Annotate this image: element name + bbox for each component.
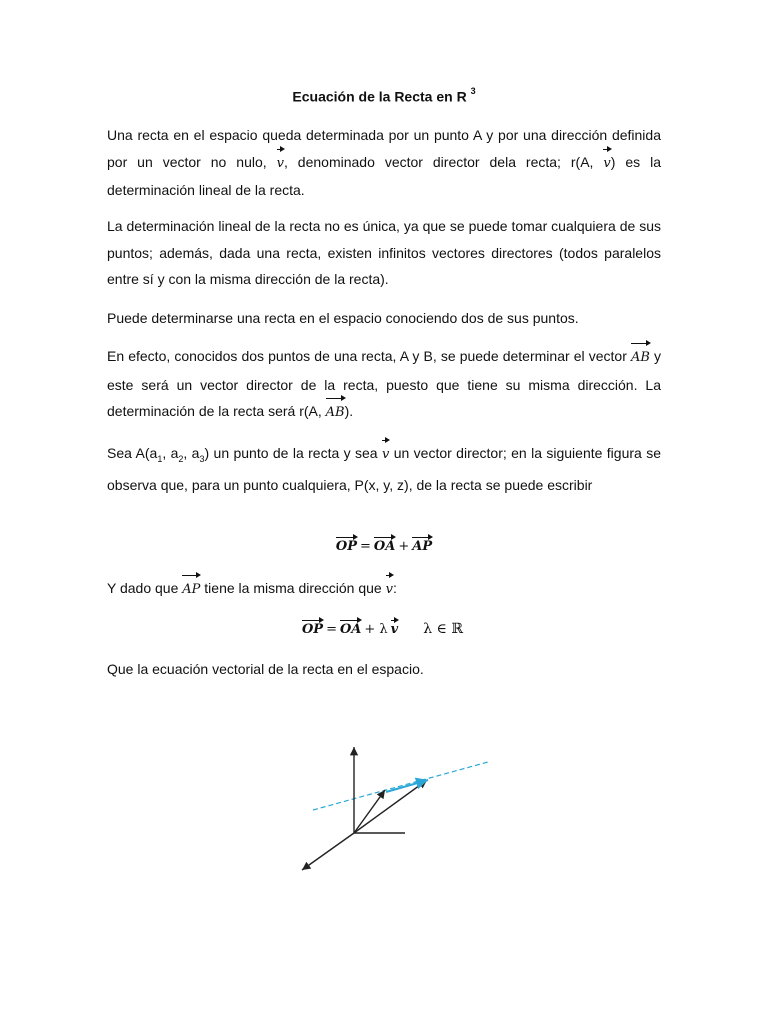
equals-sign: = (326, 622, 337, 637)
vector-v: v (386, 577, 393, 604)
title-text: Ecuación de la Recta en R (292, 88, 467, 105)
p6-text-a: Y dado que (107, 580, 183, 596)
plus-sign: + (398, 539, 410, 554)
vector-ap: AP (182, 577, 200, 604)
p5-text-e: un vector director; en la siguiente figura se observa que, para un punto cualquiera, P(x, y, z), de la recta se puede escribir (107, 445, 661, 494)
vector-v: v (277, 151, 284, 178)
p1-text-c: ) es la determinación lineal de la recta. (107, 153, 662, 198)
paragraph-3: Puede determinarse una recta en el espacio conociendo dos de sus puntos. (107, 310, 579, 326)
vector-ap: AP (412, 539, 433, 554)
vector-op: OP (301, 622, 324, 637)
p5-text-c: , a (183, 445, 200, 461)
vector-ab: AB (326, 400, 345, 427)
p1-text-a: Una recta en el espacio queda determinada por un punto A y por una dirección definida por un vector no nulo, (107, 127, 661, 170)
plus-lambda: + λ (364, 622, 388, 637)
p6-text-c: : (392, 580, 397, 596)
p4-text-b: y este será un vector director de la recta, puesto que tiene su misma dirección. La determinación de la recta será r(A, (107, 348, 662, 419)
p5-text-d: ) un punto de la recta y sea (204, 445, 382, 461)
p5-text-a: Sea A(a (107, 445, 158, 461)
lambda-condition: λ ∈ ℝ (423, 621, 464, 637)
vector-v-bold: v (390, 622, 399, 637)
line-r (313, 762, 488, 810)
p5-text-b: , a (162, 445, 179, 461)
paragraph-7: Que la ecuación vectorial de la recta en el espacio. (107, 661, 424, 677)
p6-text-b: tiene la misma dirección que (200, 580, 386, 596)
subscript-2: 2 (178, 453, 184, 464)
subscript-3: 3 (199, 453, 205, 464)
vector-v: v (382, 442, 389, 469)
vector-oa: OA (373, 539, 396, 554)
vector-ap-arrow (386, 780, 428, 792)
vector-v: v (603, 151, 610, 178)
p4-text-c: ). (344, 403, 354, 419)
equals-sign: = (360, 539, 371, 554)
p1-text-b: , denominado vector director dela recta; r(A, (283, 153, 604, 170)
vector-ab: AB (631, 345, 650, 372)
p4-text-a: En efecto, conocidos dos puntos de una recta, A y B, se puede determinar el vector (107, 348, 631, 364)
subscript-1: 1 (157, 453, 163, 464)
paragraph-2: La determinación lineal de la recta no es única, ya que se puede tomar cualquiera de sus puntos; además, dada una recta, existen infinitos vectores directores (todos paralelos entre sí y con la misma dirección de la recta). (107, 218, 661, 287)
x-axis (302, 833, 354, 870)
vector-op-arrow (354, 780, 427, 833)
vector-oa: OA (339, 622, 362, 637)
vector-op: OP (335, 539, 357, 554)
title-superscript: 3 (470, 86, 476, 96)
vector-oa-arrow (354, 790, 385, 833)
